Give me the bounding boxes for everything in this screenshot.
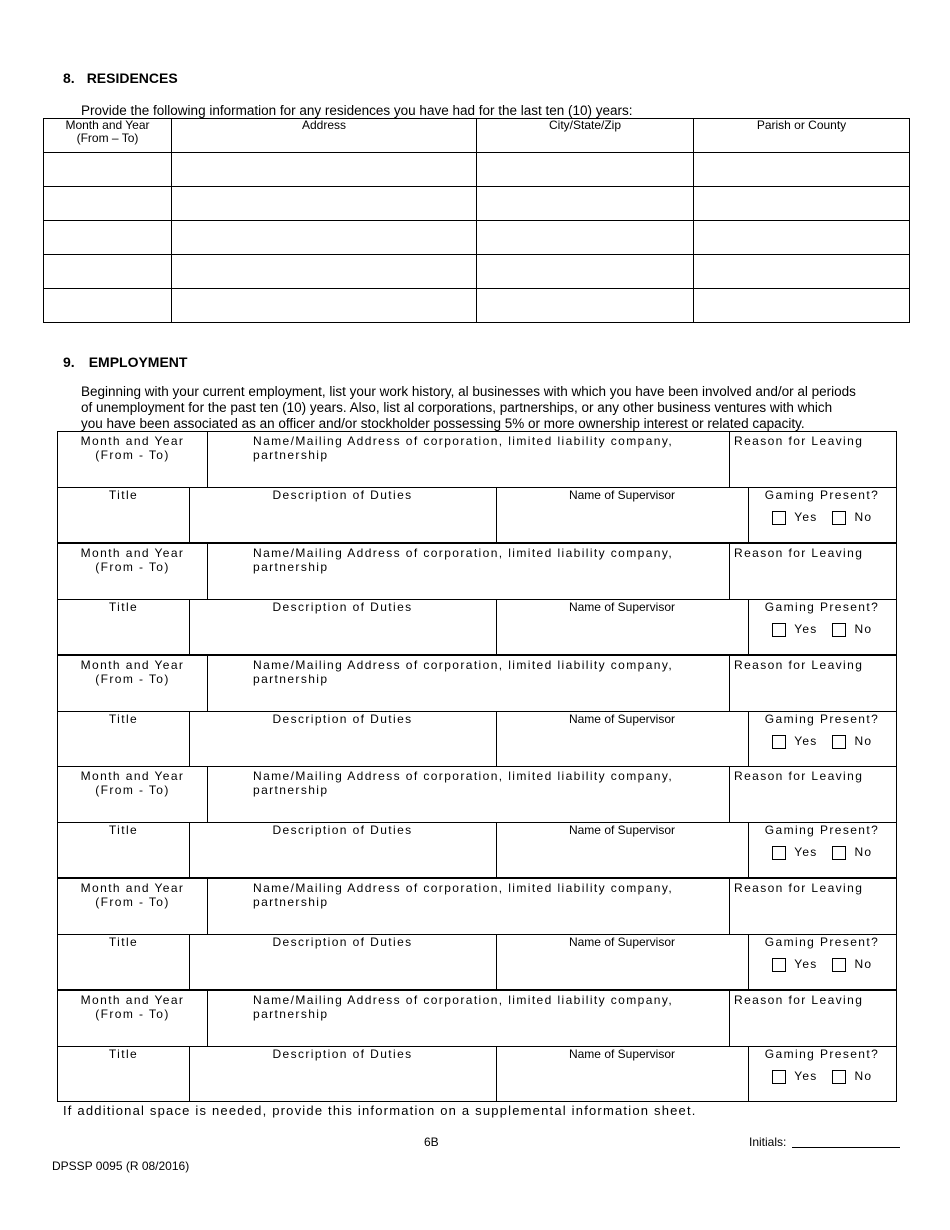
col-city-state-zip: City/State/Zip (477, 119, 694, 153)
name-address-cell[interactable]: Name/Mailing Address of corporation, limited liability company, partnership (253, 993, 674, 1021)
name-address-cell[interactable]: Name/Mailing Address of corporation, limited liability company, partnership (253, 769, 674, 797)
gaming-no-checkbox[interactable] (832, 511, 846, 525)
name-address-cell[interactable]: Name/Mailing Address of corporation, limited liability company, partnership (253, 434, 674, 462)
employment-intro: Beginning with your current employment, list your work history, al businesses with which you have been involved and/or al periods of unemployment for the past ten (10) years. Also, list al corporations, partnerships, or any other business ventures with which you have been associated as an officer and/or stockholder possessing 5% or more ownership interest or related capacity. (81, 384, 856, 431)
month-year-cell[interactable]: Month and Year (From - To) (80, 993, 185, 1021)
gaming-yes-checkbox[interactable] (772, 735, 786, 749)
employment-footnote: If additional space is needed, provide this information on a supplemental information sheet. (63, 1103, 697, 1118)
title-cell[interactable]: Title (108, 488, 139, 502)
employment-entry-row-1 (57, 766, 897, 823)
table-row (44, 221, 910, 255)
employment-entry-row-1 (57, 655, 897, 712)
gaming-yes-checkbox[interactable] (772, 1070, 786, 1084)
gaming-yes-checkbox[interactable] (772, 623, 786, 637)
title-cell[interactable]: Title (108, 1047, 139, 1061)
gaming-yes-checkbox[interactable] (772, 846, 786, 860)
duties-cell[interactable]: Description of Duties (272, 1047, 413, 1061)
gaming-no-checkbox[interactable] (832, 1070, 846, 1084)
supervisor-cell[interactable]: Name of Supervisor (568, 823, 676, 837)
title-cell[interactable]: Title (108, 712, 139, 726)
residences-table (43, 118, 910, 323)
supervisor-cell[interactable]: Name of Supervisor (568, 935, 676, 949)
gaming-present-cell: Gaming Present? Yes No (748, 823, 896, 877)
employment-entry-row-2 (57, 1046, 897, 1102)
gaming-options: Yes No (748, 734, 896, 749)
initials-label: Initials: (749, 1135, 787, 1149)
gaming-no-checkbox[interactable] (832, 846, 846, 860)
col-parish-county: Parish or County (694, 119, 910, 153)
supervisor-cell[interactable]: Name of Supervisor (568, 600, 676, 614)
gaming-no-checkbox[interactable] (832, 623, 846, 637)
gaming-present-cell: Gaming Present? Yes No (748, 600, 896, 654)
employment-entry-row-2 (57, 711, 897, 767)
employment-entry-row-2 (57, 487, 897, 543)
gaming-present-cell: Gaming Present? Yes No (748, 712, 896, 766)
name-address-cell[interactable]: Name/Mailing Address of corporation, limited liability company, partnership (253, 658, 674, 686)
reason-leaving-cell[interactable]: Reason for Leaving (734, 881, 864, 895)
employment-entry-row-1 (57, 543, 897, 600)
employment-entry-row-1 (57, 990, 897, 1047)
supervisor-cell[interactable]: Name of Supervisor (568, 488, 676, 502)
page-number: 6B (424, 1135, 439, 1149)
reason-leaving-cell[interactable]: Reason for Leaving (734, 434, 864, 448)
employment-entry-row-2 (57, 822, 897, 878)
gaming-options: Yes No (748, 510, 896, 525)
gaming-options: Yes No (748, 845, 896, 860)
duties-cell[interactable]: Description of Duties (272, 712, 413, 726)
gaming-options: Yes No (748, 622, 896, 637)
duties-cell[interactable]: Description of Duties (272, 935, 413, 949)
col-month-year: Month and Year (From – To) (44, 119, 172, 153)
reason-leaving-cell[interactable]: Reason for Leaving (734, 658, 864, 672)
title-cell[interactable]: Title (108, 935, 139, 949)
name-address-cell[interactable]: Name/Mailing Address of corporation, limited liability company, partnership (253, 881, 674, 909)
gaming-no-checkbox[interactable] (832, 735, 846, 749)
table-row (44, 289, 910, 323)
employment-entry-row-1 (57, 431, 897, 488)
employment-entry-row-2 (57, 599, 897, 655)
employment-entry-row-2 (57, 934, 897, 990)
initials-field[interactable] (792, 1147, 900, 1148)
table-row (44, 153, 910, 187)
gaming-yes-checkbox[interactable] (772, 511, 786, 525)
reason-leaving-cell[interactable]: Reason for Leaving (734, 546, 864, 560)
col-address: Address (172, 119, 477, 153)
supervisor-cell[interactable]: Name of Supervisor (568, 712, 676, 726)
gaming-yes-checkbox[interactable] (772, 958, 786, 972)
employment-entry-row-1 (57, 878, 897, 935)
gaming-present-cell: Gaming Present? Yes No (748, 488, 896, 542)
month-year-cell[interactable]: Month and Year (From - To) (80, 658, 185, 686)
reason-leaving-cell[interactable]: Reason for Leaving (734, 993, 864, 1007)
residences-intro: Provide the following information for any residences you have had for the last ten (10) years: (81, 103, 633, 118)
title-cell[interactable]: Title (108, 600, 139, 614)
name-address-cell[interactable]: Name/Mailing Address of corporation, limited liability company, partnership (253, 546, 674, 574)
table-row (44, 187, 910, 221)
month-year-cell[interactable]: Month and Year (From - To) (80, 881, 185, 909)
supervisor-cell[interactable]: Name of Supervisor (568, 1047, 676, 1061)
reason-leaving-cell[interactable]: Reason for Leaving (734, 769, 864, 783)
gaming-options: Yes No (748, 1069, 896, 1084)
gaming-present-cell: Gaming Present? Yes No (748, 1047, 896, 1101)
title-cell[interactable]: Title (108, 823, 139, 837)
gaming-options: Yes No (748, 957, 896, 972)
month-year-cell[interactable]: Month and Year (From - To) (80, 769, 185, 797)
form-id: DPSSP 0095 (R 08/2016) (52, 1159, 190, 1173)
duties-cell[interactable]: Description of Duties (272, 823, 413, 837)
table-row (44, 255, 910, 289)
duties-cell[interactable]: Description of Duties (272, 488, 413, 502)
duties-cell[interactable]: Description of Duties (272, 600, 413, 614)
gaming-no-checkbox[interactable] (832, 958, 846, 972)
month-year-cell[interactable]: Month and Year (From - To) (80, 434, 185, 462)
residences-heading: 8. RESIDENCES (63, 70, 178, 86)
gaming-present-cell: Gaming Present? Yes No (748, 935, 896, 989)
employment-heading: 9. EMPLOYMENT (63, 354, 188, 370)
month-year-cell[interactable]: Month and Year (From - To) (80, 546, 185, 574)
